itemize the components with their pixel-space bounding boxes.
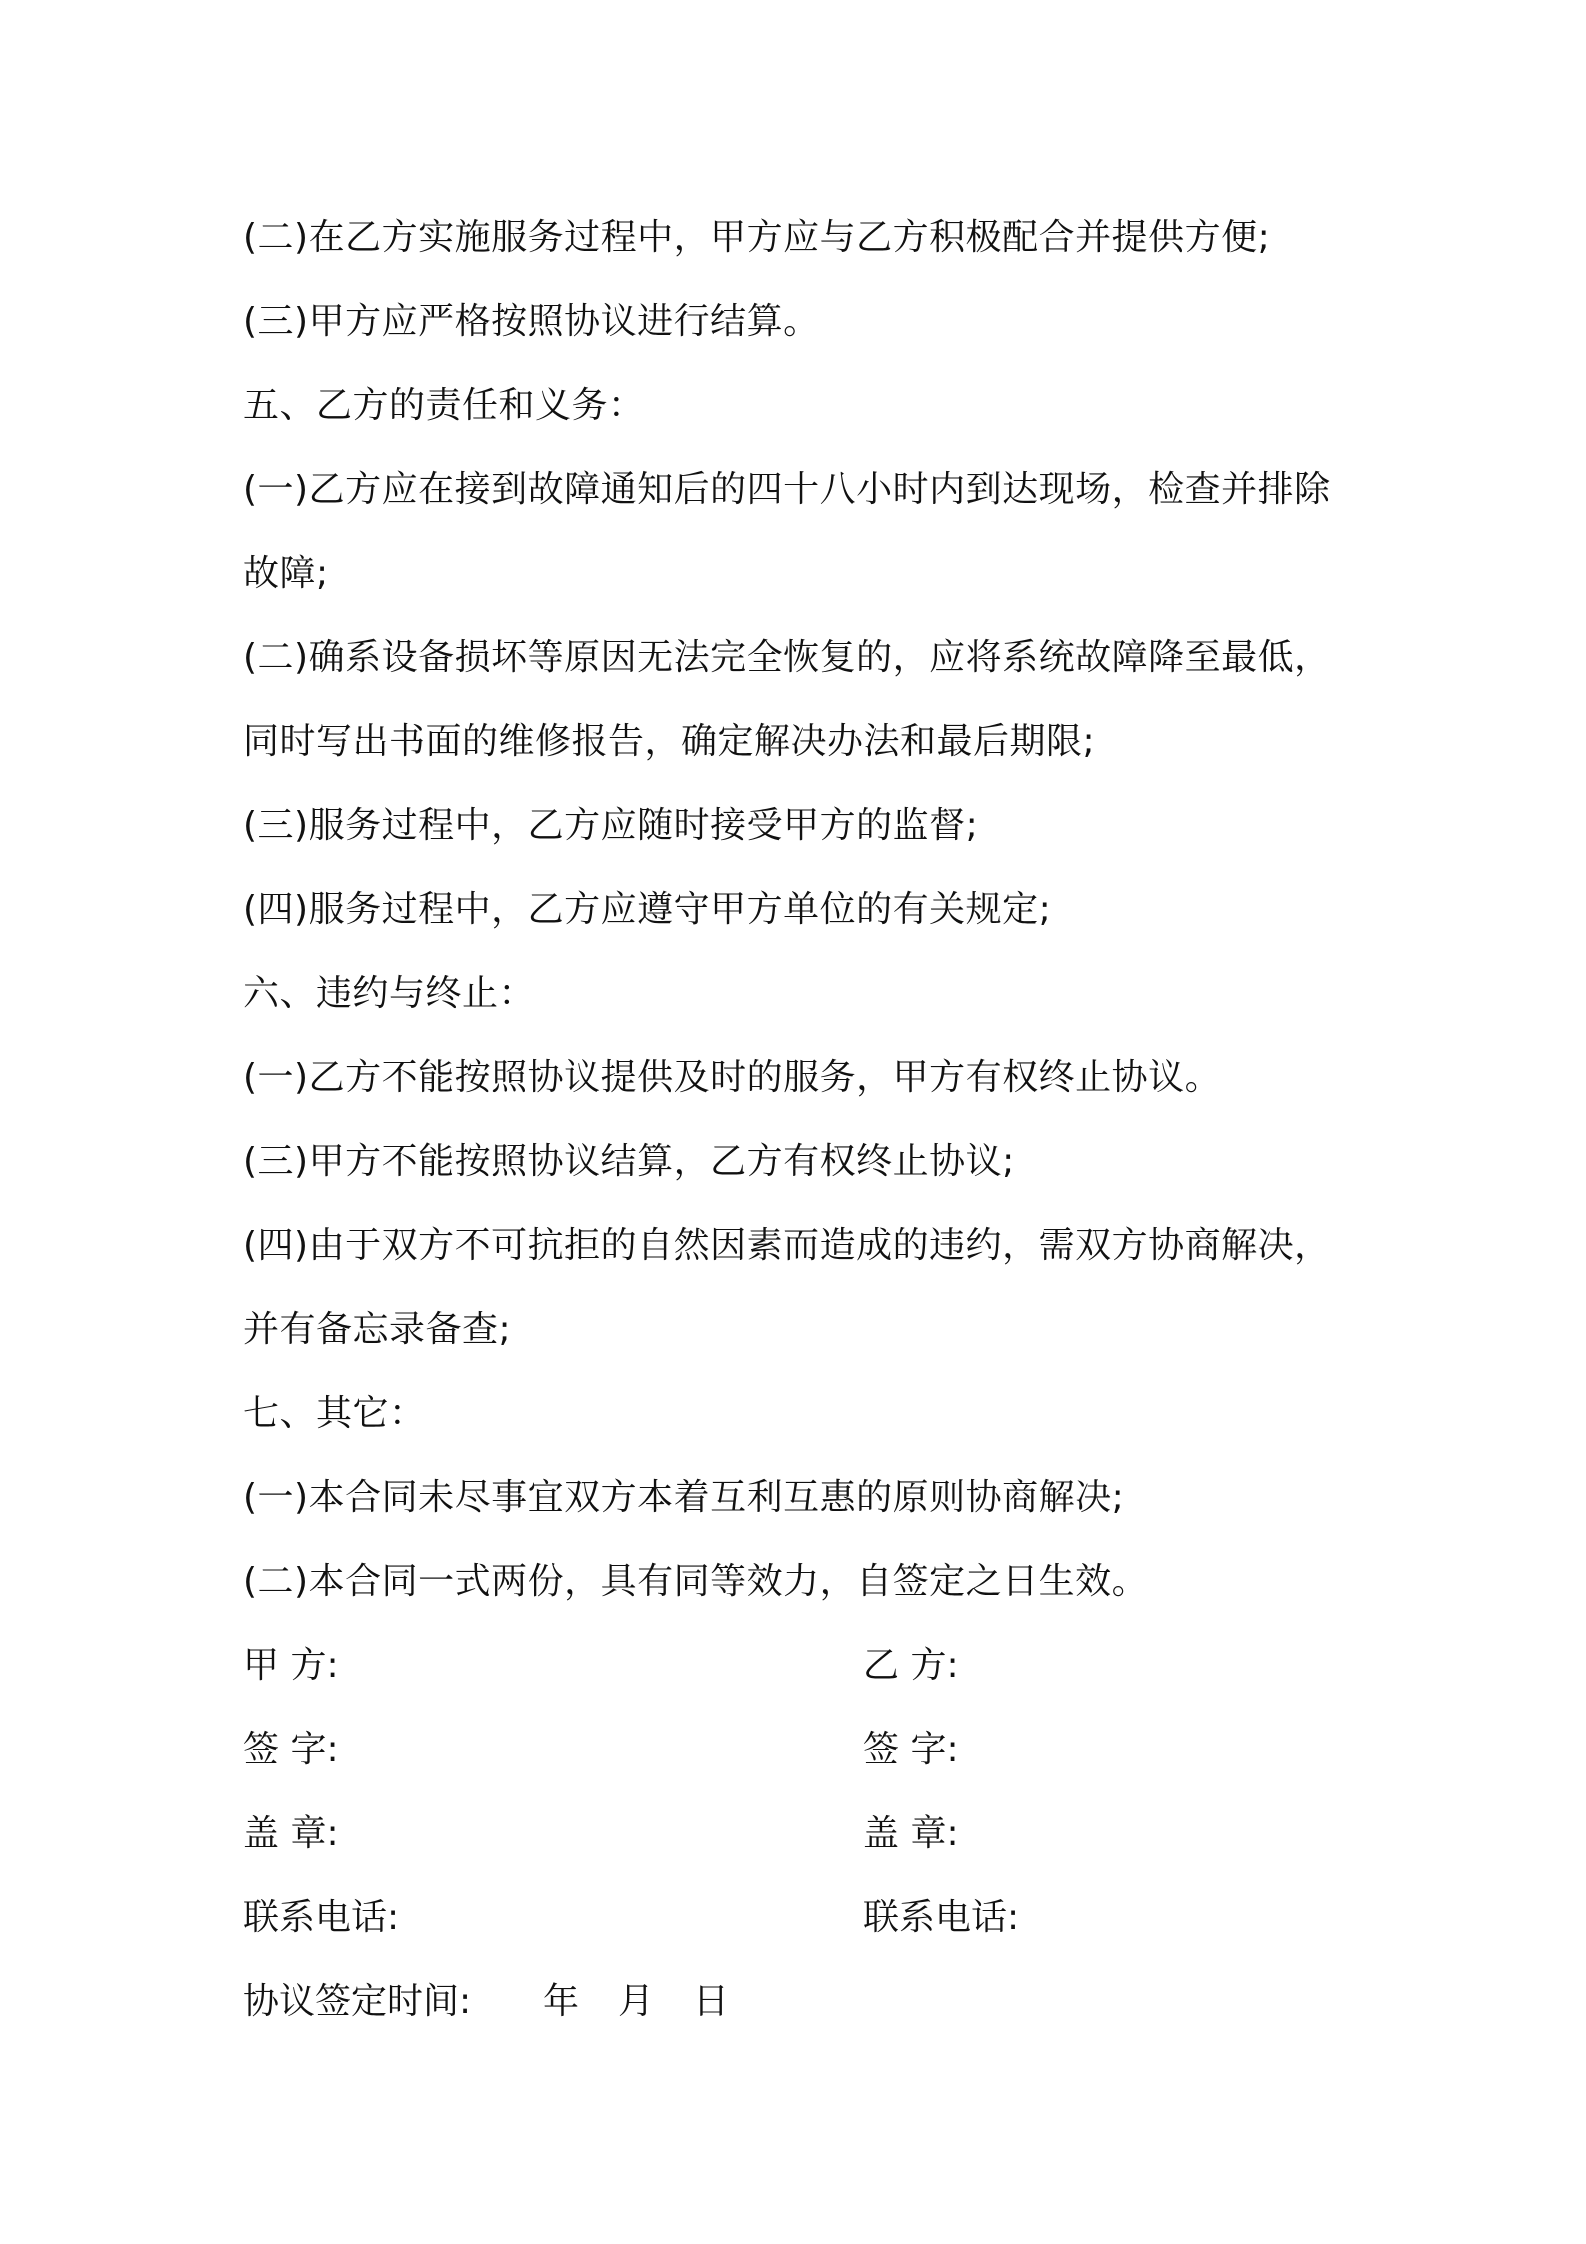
clause-line: (三)服务过程中，乙方应随时接受甲方的监督;: [243, 805, 979, 846]
party-a-label: 甲 方:: [243, 1645, 339, 1686]
seal-b-label: 盖 章:: [863, 1813, 959, 1854]
sign-b-label: 签 字:: [863, 1729, 959, 1770]
clause-line: (一)乙方不能按照协议提供及时的服务，甲方有权终止协议。: [243, 1057, 1222, 1098]
date-day: 日: [693, 1981, 730, 2022]
clause-line: 并有备忘录备查;: [243, 1309, 512, 1350]
section-heading: 六、违约与终止：: [243, 973, 536, 1014]
section-heading: 七、其它：: [243, 1393, 426, 1434]
signature-row-sign: [243, 1708, 1373, 1792]
signature-row-seal: [243, 1792, 1373, 1876]
clause-line: (四)服务过程中，乙方应遵守甲方单位的有关规定;: [243, 889, 1052, 930]
clause-line: 同时写出书面的维修报告，确定解决办法和最后期限;: [243, 721, 1096, 762]
clause-line: (三)甲方不能按照协议结算，乙方有权终止协议;: [243, 1141, 1015, 1182]
clause-line: (一)本合同未尽事宜双方本着互利互惠的原则协商解决;: [243, 1477, 1125, 1518]
agreement-date-row: [243, 1960, 1373, 2044]
signature-row-party: [243, 1624, 1373, 1708]
date-month: 月: [618, 1981, 655, 2022]
clause-line: (一)乙方应在接到故障通知后的四十八小时内到达现场，检查并排除: [243, 469, 1331, 510]
date-label: 协议签定时间:: [243, 1981, 472, 2022]
clause-line: (四)由于双方不可抗拒的自然因素而造成的违约，需双方协商解决，: [243, 1225, 1331, 1266]
signature-row-phone: [243, 1876, 1373, 1960]
clause-line: (二)本合同一式两份，具有同等效力，自签定之日生效。: [243, 1561, 1149, 1602]
clause-line: 故障;: [243, 553, 329, 594]
contract-body: [243, 196, 1373, 2044]
party-b-label: 乙 方:: [863, 1645, 959, 1686]
clause-line: (三)甲方应严格按照协议进行结算。: [243, 301, 820, 342]
clause-line: (二)在乙方实施服务过程中，甲方应与乙方积极配合并提供方便;: [243, 217, 1271, 258]
sign-a-label: 签 字:: [243, 1729, 339, 1770]
date-year: 年: [543, 1981, 580, 2022]
clause-line: (二)确系设备损坏等原因无法完全恢复的，应将系统故障降至最低，: [243, 637, 1331, 678]
phone-a-label: 联系电话:: [243, 1897, 400, 1938]
seal-a-label: 盖 章:: [243, 1813, 339, 1854]
section-heading: 五、乙方的责任和义务：: [243, 385, 645, 426]
phone-b-label: 联系电话:: [863, 1897, 1020, 1938]
